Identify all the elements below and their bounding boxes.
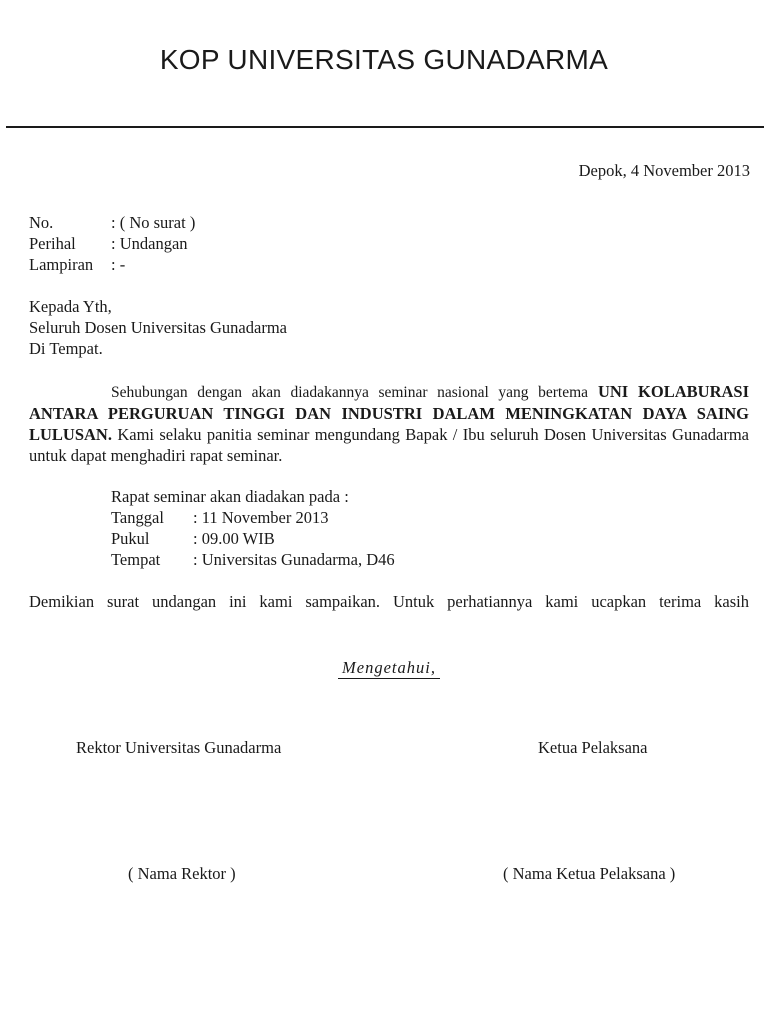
acknowledgement-label: Mengetahui, <box>342 658 436 677</box>
recipient-name: Seluruh Dosen Universitas Gunadarma <box>29 318 287 337</box>
body-invitation: Kami selaku panitia seminar mengundang Bapak / Ibu seluruh Dosen Universitas Gunadarma untuk dapat menghadiri rapat seminar. <box>29 425 749 465</box>
schedule-label: Tanggal <box>111 508 164 527</box>
signatory-left-title: Rektor Universitas Gunadarma <box>76 738 282 757</box>
schedule-label: Pukul <box>111 529 150 548</box>
signatory-right-title: Ketua Pelaksana <box>538 738 648 757</box>
schedule-row-place <box>111 550 395 570</box>
meta-row-attachment <box>29 255 125 275</box>
seminar-theme: UNI KOLABURASI ANTARA PERGURUAN TINGGI DAN INDUSTRI DALAM MENINGKATAN DAYA SAING LULUSAN. <box>29 382 749 444</box>
schedule-row-time <box>111 529 275 549</box>
closing-sentence: Demikian surat undangan ini kami sampaikan. Untuk perhatiannya kami ucapkan terima kasih <box>29 592 749 611</box>
body-intro: Sehubungan dengan akan diadakannya seminar nasional yang bertema <box>111 384 589 401</box>
recipient-salutation: Kepada Yth, <box>29 297 112 316</box>
signatory-left-name: ( Nama Rektor ) <box>128 864 236 883</box>
meta-row-number <box>29 213 195 233</box>
letterhead-title: KOP UNIVERSITAS GUNADARMA <box>159 44 609 75</box>
acknowledgement-underline <box>338 678 440 679</box>
recipient-place: Di Tempat. <box>29 339 103 358</box>
signatory-right-name: ( Nama Ketua Pelaksana ) <box>503 864 676 883</box>
meta-label: No. <box>29 213 54 232</box>
schedule-intro: Rapat seminar akan diadakan pada : <box>111 487 349 506</box>
meta-value: : Undangan <box>111 234 188 253</box>
schedule-value: : 11 November 2013 <box>193 508 329 527</box>
meta-value: : - <box>111 255 126 274</box>
letterhead-divider <box>6 126 764 128</box>
schedule-value: : 09.00 WIB <box>193 529 275 548</box>
meta-label: Perihal <box>29 234 76 253</box>
meta-row-subject <box>29 234 188 254</box>
schedule-label: Tempat <box>111 550 161 569</box>
letter-date: Depok, 4 November 2013 <box>578 161 750 180</box>
meta-value: : ( No surat ) <box>111 213 196 232</box>
schedule-row-date <box>111 508 329 528</box>
body-paragraph <box>29 381 749 466</box>
meta-label: Lampiran <box>29 255 94 274</box>
schedule-value: : Universitas Gunadarma, D46 <box>193 550 395 569</box>
acknowledgement <box>0 658 768 678</box>
